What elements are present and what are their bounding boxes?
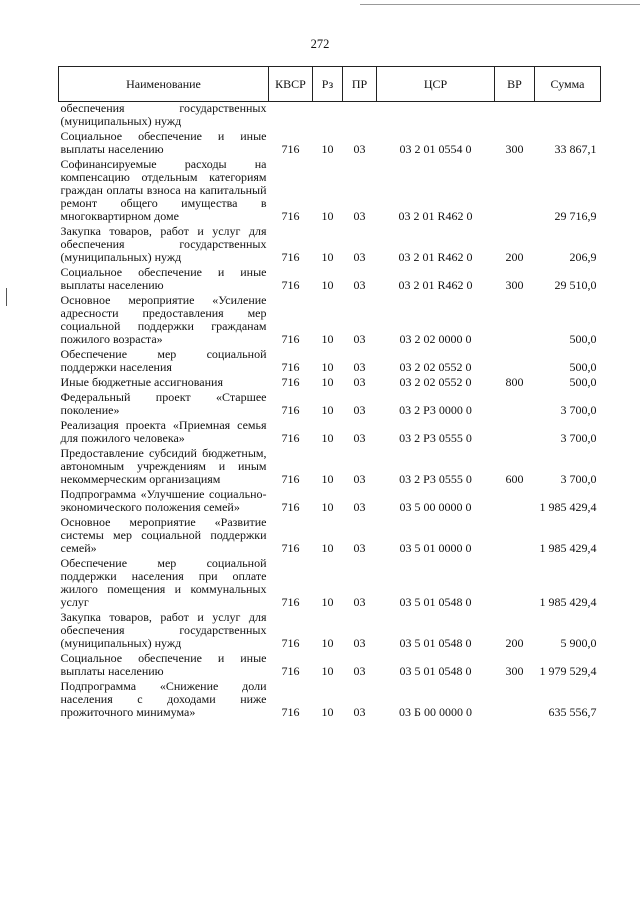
- cell-vr: 200: [505, 636, 524, 650]
- cell-vr: 300: [505, 664, 524, 678]
- cell-kvsr: 716: [281, 705, 300, 719]
- header-sum: Сумма: [535, 67, 601, 102]
- cell-pr: 03: [353, 375, 366, 389]
- cell-sum: 3 700,0: [560, 431, 597, 445]
- cell-rz: 10: [321, 332, 334, 346]
- cell-vr: 300: [505, 142, 524, 156]
- cell-name: Подпрограмма «Снижение доли населения с доходами ниже прожиточного минимума»: [60, 679, 267, 719]
- cell-csr: 03 2 02 0000 0: [399, 332, 472, 346]
- cell-rz: 10: [321, 278, 334, 292]
- cell-pr: 03: [353, 595, 366, 609]
- cell-sum: 206,9: [569, 250, 597, 264]
- cell-csr: 03 2 02 0552 0: [399, 375, 472, 389]
- cell-csr: 03 Б 00 0000 0: [399, 705, 472, 719]
- cell-rz: 10: [321, 664, 334, 678]
- table-header-row: [59, 67, 601, 102]
- cell-name: Предоставление субсидий бюджетным, автономным учреждениям и иным некоммерческим организациям: [60, 446, 267, 486]
- cell-vr: [495, 417, 535, 445]
- cell-pr: 03: [353, 664, 366, 678]
- cell-csr: [377, 102, 495, 129]
- cell-pr: 03: [353, 541, 366, 555]
- cell-sum: 1 979 529,4: [539, 664, 597, 678]
- cell-kvsr: 716: [281, 431, 300, 445]
- cell-sum: 500,0: [569, 332, 597, 346]
- scan-margin-mark: [6, 288, 7, 306]
- table-row: [59, 678, 601, 719]
- table-body: [59, 102, 601, 720]
- table-row: [59, 389, 601, 417]
- cell-rz: 10: [321, 250, 334, 264]
- cell-name: Основное мероприятие «Усиление адресности предоставления мер социальной поддержки гражданам пожилого возраста»: [60, 293, 267, 346]
- cell-rz: 10: [321, 375, 334, 389]
- table-row: [59, 650, 601, 678]
- cell-pr: 03: [353, 250, 366, 264]
- cell-name: Социальное обеспечение и иные выплаты населению: [60, 129, 267, 156]
- cell-sum: 1 985 429,4: [539, 595, 597, 609]
- cell-kvsr: 716: [281, 664, 300, 678]
- cell-csr: 03 2 01 R462 0: [398, 250, 473, 264]
- cell-csr: 03 2 P3 0555 0: [399, 431, 472, 445]
- cell-csr: 03 5 01 0000 0: [399, 541, 472, 555]
- cell-pr: [343, 102, 377, 129]
- cell-vr: 300: [505, 278, 524, 292]
- cell-kvsr: 716: [281, 636, 300, 650]
- cell-pr: 03: [353, 142, 366, 156]
- cell-kvsr: 716: [281, 250, 300, 264]
- cell-rz: 10: [321, 142, 334, 156]
- cell-sum: 1 985 429,4: [539, 541, 597, 555]
- cell-vr: [495, 555, 535, 609]
- cell-rz: 10: [321, 209, 334, 223]
- table-row: [59, 374, 601, 389]
- table-row: [59, 292, 601, 346]
- cell-csr: 03 2 01 R462 0: [398, 209, 473, 223]
- cell-sum: [535, 102, 601, 129]
- cell-vr: [495, 486, 535, 514]
- cell-kvsr: 716: [281, 332, 300, 346]
- header-rz: Рз: [313, 67, 343, 102]
- header-vr: ВР: [495, 67, 535, 102]
- cell-sum: 29 510,0: [554, 278, 597, 292]
- budget-table: [58, 66, 601, 719]
- cell-sum: 29 716,9: [554, 209, 597, 223]
- header-csr: ЦСР: [377, 67, 495, 102]
- cell-csr: 03 5 01 0548 0: [399, 595, 472, 609]
- table-row: [59, 156, 601, 223]
- cell-kvsr: 716: [281, 142, 300, 156]
- cell-vr: [495, 389, 535, 417]
- cell-kvsr: [269, 102, 313, 129]
- cell-kvsr: 716: [281, 595, 300, 609]
- cell-vr: 800: [505, 375, 524, 389]
- cell-rz: 10: [321, 472, 334, 486]
- cell-vr: [495, 514, 535, 555]
- cell-name: Федеральный проект «Старшее поколение»: [60, 390, 267, 417]
- cell-pr: 03: [353, 278, 366, 292]
- cell-rz: 10: [321, 541, 334, 555]
- cell-csr: 03 5 00 0000 0: [399, 500, 472, 514]
- cell-name: Закупка товаров, работ и услуг для обеспечения государственных (муниципальных) нужд: [60, 224, 267, 264]
- cell-name: Обеспечение мер социальной поддержки населения при оплате жилого помещения и коммунальных услуг: [60, 556, 267, 609]
- cell-pr: 03: [353, 636, 366, 650]
- cell-name: Софинансируемые расходы на компенсацию отдельным категориям граждан оплаты взноса на капитальный ремонт общего имущества в многоквартирном доме: [60, 157, 267, 223]
- cell-pr: 03: [353, 500, 366, 514]
- table-row: [59, 264, 601, 292]
- cell-sum: 5 900,0: [560, 636, 597, 650]
- cell-kvsr: 716: [281, 403, 300, 417]
- table-row: [59, 223, 601, 264]
- table-row: [59, 417, 601, 445]
- cell-vr: [495, 346, 535, 374]
- cell-kvsr: 716: [281, 541, 300, 555]
- cell-rz: 10: [321, 431, 334, 445]
- cell-name: Реализация проекта «Приемная семья для пожилого человека»: [60, 418, 267, 445]
- cell-name: Обеспечение мер социальной поддержки населения: [60, 347, 267, 374]
- cell-name: Социальное обеспечение и иные выплаты населению: [60, 265, 267, 292]
- cell-vr: 200: [505, 250, 524, 264]
- table-row: [59, 128, 601, 156]
- cell-pr: 03: [353, 403, 366, 417]
- cell-kvsr: 716: [281, 375, 300, 389]
- cell-kvsr: 716: [281, 278, 300, 292]
- cell-rz: 10: [321, 595, 334, 609]
- table-row: [59, 346, 601, 374]
- cell-vr: [495, 156, 535, 223]
- cell-rz: 10: [321, 705, 334, 719]
- top-rule: [360, 4, 640, 5]
- cell-vr: 600: [505, 472, 524, 486]
- cell-sum: 3 700,0: [560, 472, 597, 486]
- cell-sum: 500,0: [569, 375, 597, 389]
- table-row: [59, 445, 601, 486]
- cell-rz: 10: [321, 636, 334, 650]
- cell-csr: 03 5 01 0548 0: [399, 636, 472, 650]
- cell-kvsr: 716: [281, 472, 300, 486]
- cell-csr: 03 2 02 0552 0: [399, 360, 472, 374]
- cell-name: обеспечения государственных (муниципальных) нужд: [60, 101, 267, 128]
- cell-csr: 03 2 P3 0555 0: [399, 472, 472, 486]
- cell-sum: 635 556,7: [548, 705, 597, 719]
- cell-vr: [495, 102, 535, 129]
- cell-name: Социальное обеспечение и иные выплаты населению: [60, 651, 267, 678]
- cell-csr: 03 5 01 0548 0: [399, 664, 472, 678]
- cell-kvsr: 716: [281, 360, 300, 374]
- cell-pr: 03: [353, 360, 366, 374]
- table-row: [59, 555, 601, 609]
- table-row: [59, 514, 601, 555]
- table-row: [59, 609, 601, 650]
- cell-vr: [495, 678, 535, 719]
- cell-rz: 10: [321, 403, 334, 417]
- header-pr: ПР: [343, 67, 377, 102]
- cell-pr: 03: [353, 209, 366, 223]
- cell-rz: 10: [321, 360, 334, 374]
- cell-sum: 500,0: [569, 360, 597, 374]
- cell-sum: 33 867,1: [554, 142, 597, 156]
- header-kvsr: КВСР: [269, 67, 313, 102]
- cell-pr: 03: [353, 332, 366, 346]
- cell-vr: [495, 292, 535, 346]
- cell-csr: 03 2 P3 0000 0: [399, 403, 472, 417]
- cell-name: Основное мероприятие «Развитие системы мер социальной поддержки семей»: [60, 515, 267, 555]
- cell-rz: [313, 102, 343, 129]
- cell-kvsr: 716: [281, 500, 300, 514]
- cell-kvsr: 716: [281, 209, 300, 223]
- table-row: [59, 102, 601, 129]
- cell-name: Закупка товаров, работ и услуг для обеспечения государственных (муниципальных) нужд: [60, 610, 267, 650]
- cell-name: Иные бюджетные ассигнования: [60, 375, 223, 389]
- page-number: 272: [310, 37, 330, 51]
- cell-pr: 03: [353, 705, 366, 719]
- cell-name: Подпрограмма «Улучшение социально-экономического положения семей»: [60, 487, 267, 514]
- cell-rz: 10: [321, 500, 334, 514]
- cell-sum: 3 700,0: [560, 403, 597, 417]
- cell-sum: 1 985 429,4: [539, 500, 597, 514]
- table-row: [59, 486, 601, 514]
- cell-pr: 03: [353, 431, 366, 445]
- cell-csr: 03 2 01 0554 0: [399, 142, 472, 156]
- cell-pr: 03: [353, 472, 366, 486]
- cell-csr: 03 2 01 R462 0: [398, 278, 473, 292]
- header-name: Наименование: [59, 67, 269, 102]
